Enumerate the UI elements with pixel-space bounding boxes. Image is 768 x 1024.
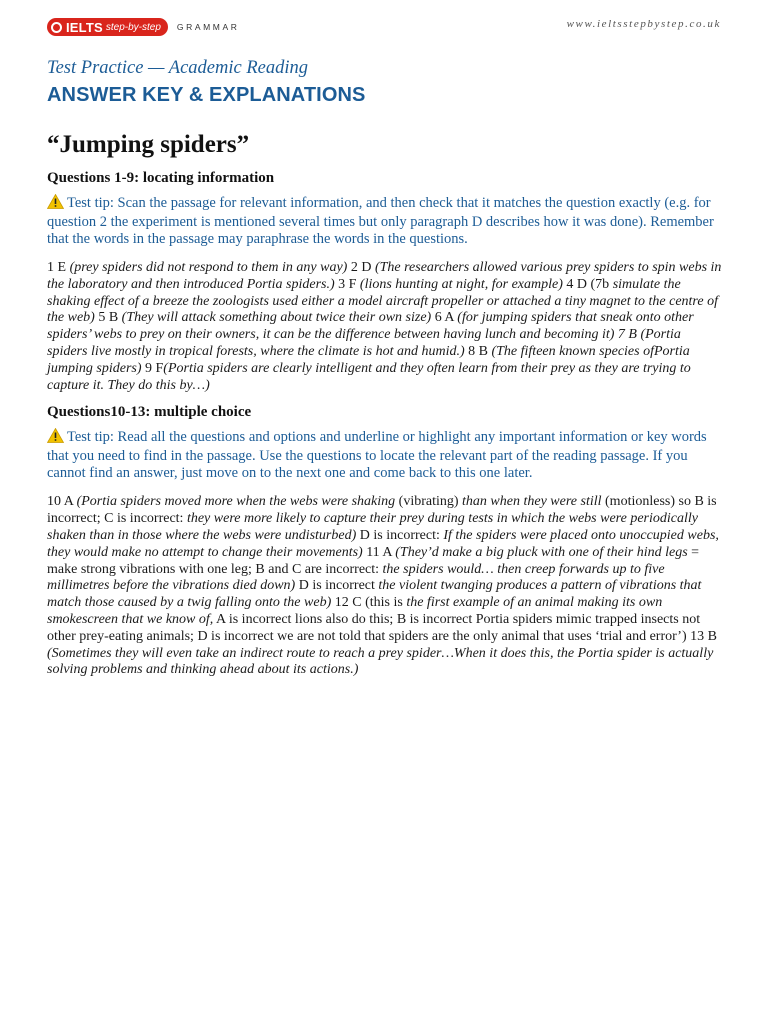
warning-icon — [47, 194, 64, 214]
logo-dot-icon — [51, 22, 62, 33]
answer-text: 11 A — [362, 544, 396, 560]
page-title: “Jumping spiders” — [47, 131, 250, 158]
ielts-logo — [47, 14, 240, 40]
section1-tip-text: Test tip: Scan the passage for relevant information, and then check that it matches the question exactly (e.g. for question 2 the experiment is mentioned several times but only paragraph D describes how it was done). Remember that the words in the passage may paraphrase the words in the questions. — [47, 195, 714, 247]
answer-quote: (They will attack something about twice their own size) — [121, 310, 432, 326]
logo-brand: IELTS — [66, 19, 103, 35]
answer-text: A is incorrect lions also do this; B is incorrect Portia spiders mimic trapped insects not other prey-eating animals; D is incorrect we are not told that spiders are the only animal that uses ‘trial and error’) 13 B — [47, 611, 717, 644]
answer-quote: (lions hunting at night, for example) — [359, 276, 563, 292]
logo-sub: step-by-step — [105, 21, 161, 33]
answer-quote: than when they were still — [462, 494, 602, 510]
answer-text: 6 A — [431, 310, 458, 326]
answer-text: 2 D — [347, 260, 375, 275]
answer-quote: (Portia spiders moved more when the webs were shaking — [76, 494, 396, 510]
answer-quote: (Portia spiders are clearly intelligent and they often learn from their prey as they are trying to capture it. They do this by…) — [47, 360, 691, 393]
answer-quote: (Sometimes they will even take an indirect route to reach a prey spider…When it does this, the Portia spider is actually solving problems and thinking ahead about its actions.) — [47, 645, 714, 678]
answer-text: 5 B — [94, 310, 122, 326]
section2-answers — [47, 494, 723, 679]
section1-answers — [47, 260, 723, 394]
answer-quote: the spiders would… then creep forwards up to five millimetres before the vibrations died down) — [47, 561, 665, 594]
section2-tip-text: Test tip: Read all the questions and options and underline or highlight any important information or key words that you need to find in the passage. Use the questions to locate the relevant part of the reading passage. If you cannot find an answer, just move on to the next one and come back to this one later. — [47, 429, 707, 482]
answer-quote: (for jumping spiders that sneak onto other spiders’ webs to prey on their owners, it can be the difference between having lunch and becoming it) 7 B (Portia spiders live mostly in tropical forests, where the climate is hot and humid.) — [47, 310, 694, 359]
section2-tip — [47, 428, 723, 482]
page-content — [47, 56, 723, 679]
answer-quote: the first example of an animal making its own smokescreen that we know of, — [47, 595, 663, 627]
logo-badge — [47, 18, 168, 36]
answer-text: 8 B — [464, 343, 492, 359]
answer-text: (motionless) so B is incorrect; C is incorrect: — [47, 494, 717, 527]
warning-icon — [47, 428, 64, 448]
answer-text: D is incorrect: — [356, 527, 444, 543]
answer-quote: If the spiders were placed onto unoccupied webs, they would make no attempt to change their movements) — [47, 527, 719, 560]
website-url: www.ieltsstepbystep.co.uk — [566, 18, 721, 30]
answer-text: 4 D (7b — [562, 276, 613, 292]
answer-quote: simulate the shaking effect of a breeze the zoologists used either a model aircraft propeller or attached a tiny magnet to the centre of the web) — [47, 276, 718, 326]
answer-text: 3 F — [334, 276, 360, 292]
answer-text: 12 C (this is — [331, 595, 407, 611]
logo-section: GRAMMAR — [176, 22, 240, 32]
answer-quote: (The fifteen known species ofPortia jumping spiders) — [47, 343, 690, 376]
section2-title: Questions10-13: multiple choice — [47, 404, 252, 421]
section1-tip — [47, 194, 723, 248]
answer-quote: the violent twanging produces a pattern of vibrations that match those caused by a twig falling onto the web) — [47, 578, 702, 611]
answer-quote: they were more likely to capture their prey during tests in which the webs were periodically shaken than in those where the webs were undisturbed) — [47, 511, 698, 543]
section1-title: Questions 1-9: locating information — [47, 170, 275, 186]
answer-text: 9 F — [141, 360, 164, 376]
answer-quote: (They’d make a big pluck with one of their hind legs — [395, 544, 688, 560]
answer-quote: (The researchers allowed various prey spiders to spin webs in the laboratory and then introduced Portia spiders.) — [47, 260, 722, 292]
answer-quote: (prey spiders did not respond to them in any way) — [69, 260, 348, 275]
page-subtitle: Test Practice — Academic Reading — [47, 58, 309, 78]
answer-text: (vibrating) — [395, 494, 463, 510]
answer-text: D is incorrect — [295, 578, 379, 594]
answer-text: = make strong vibrations with one leg; B and C are incorrect: — [47, 544, 700, 577]
page-header — [47, 14, 721, 40]
answer-text: 1 E — [47, 260, 70, 275]
page-heading: ANSWER KEY & EXPLANATIONS — [47, 84, 366, 106]
answer-text: 10 A — [47, 494, 77, 510]
